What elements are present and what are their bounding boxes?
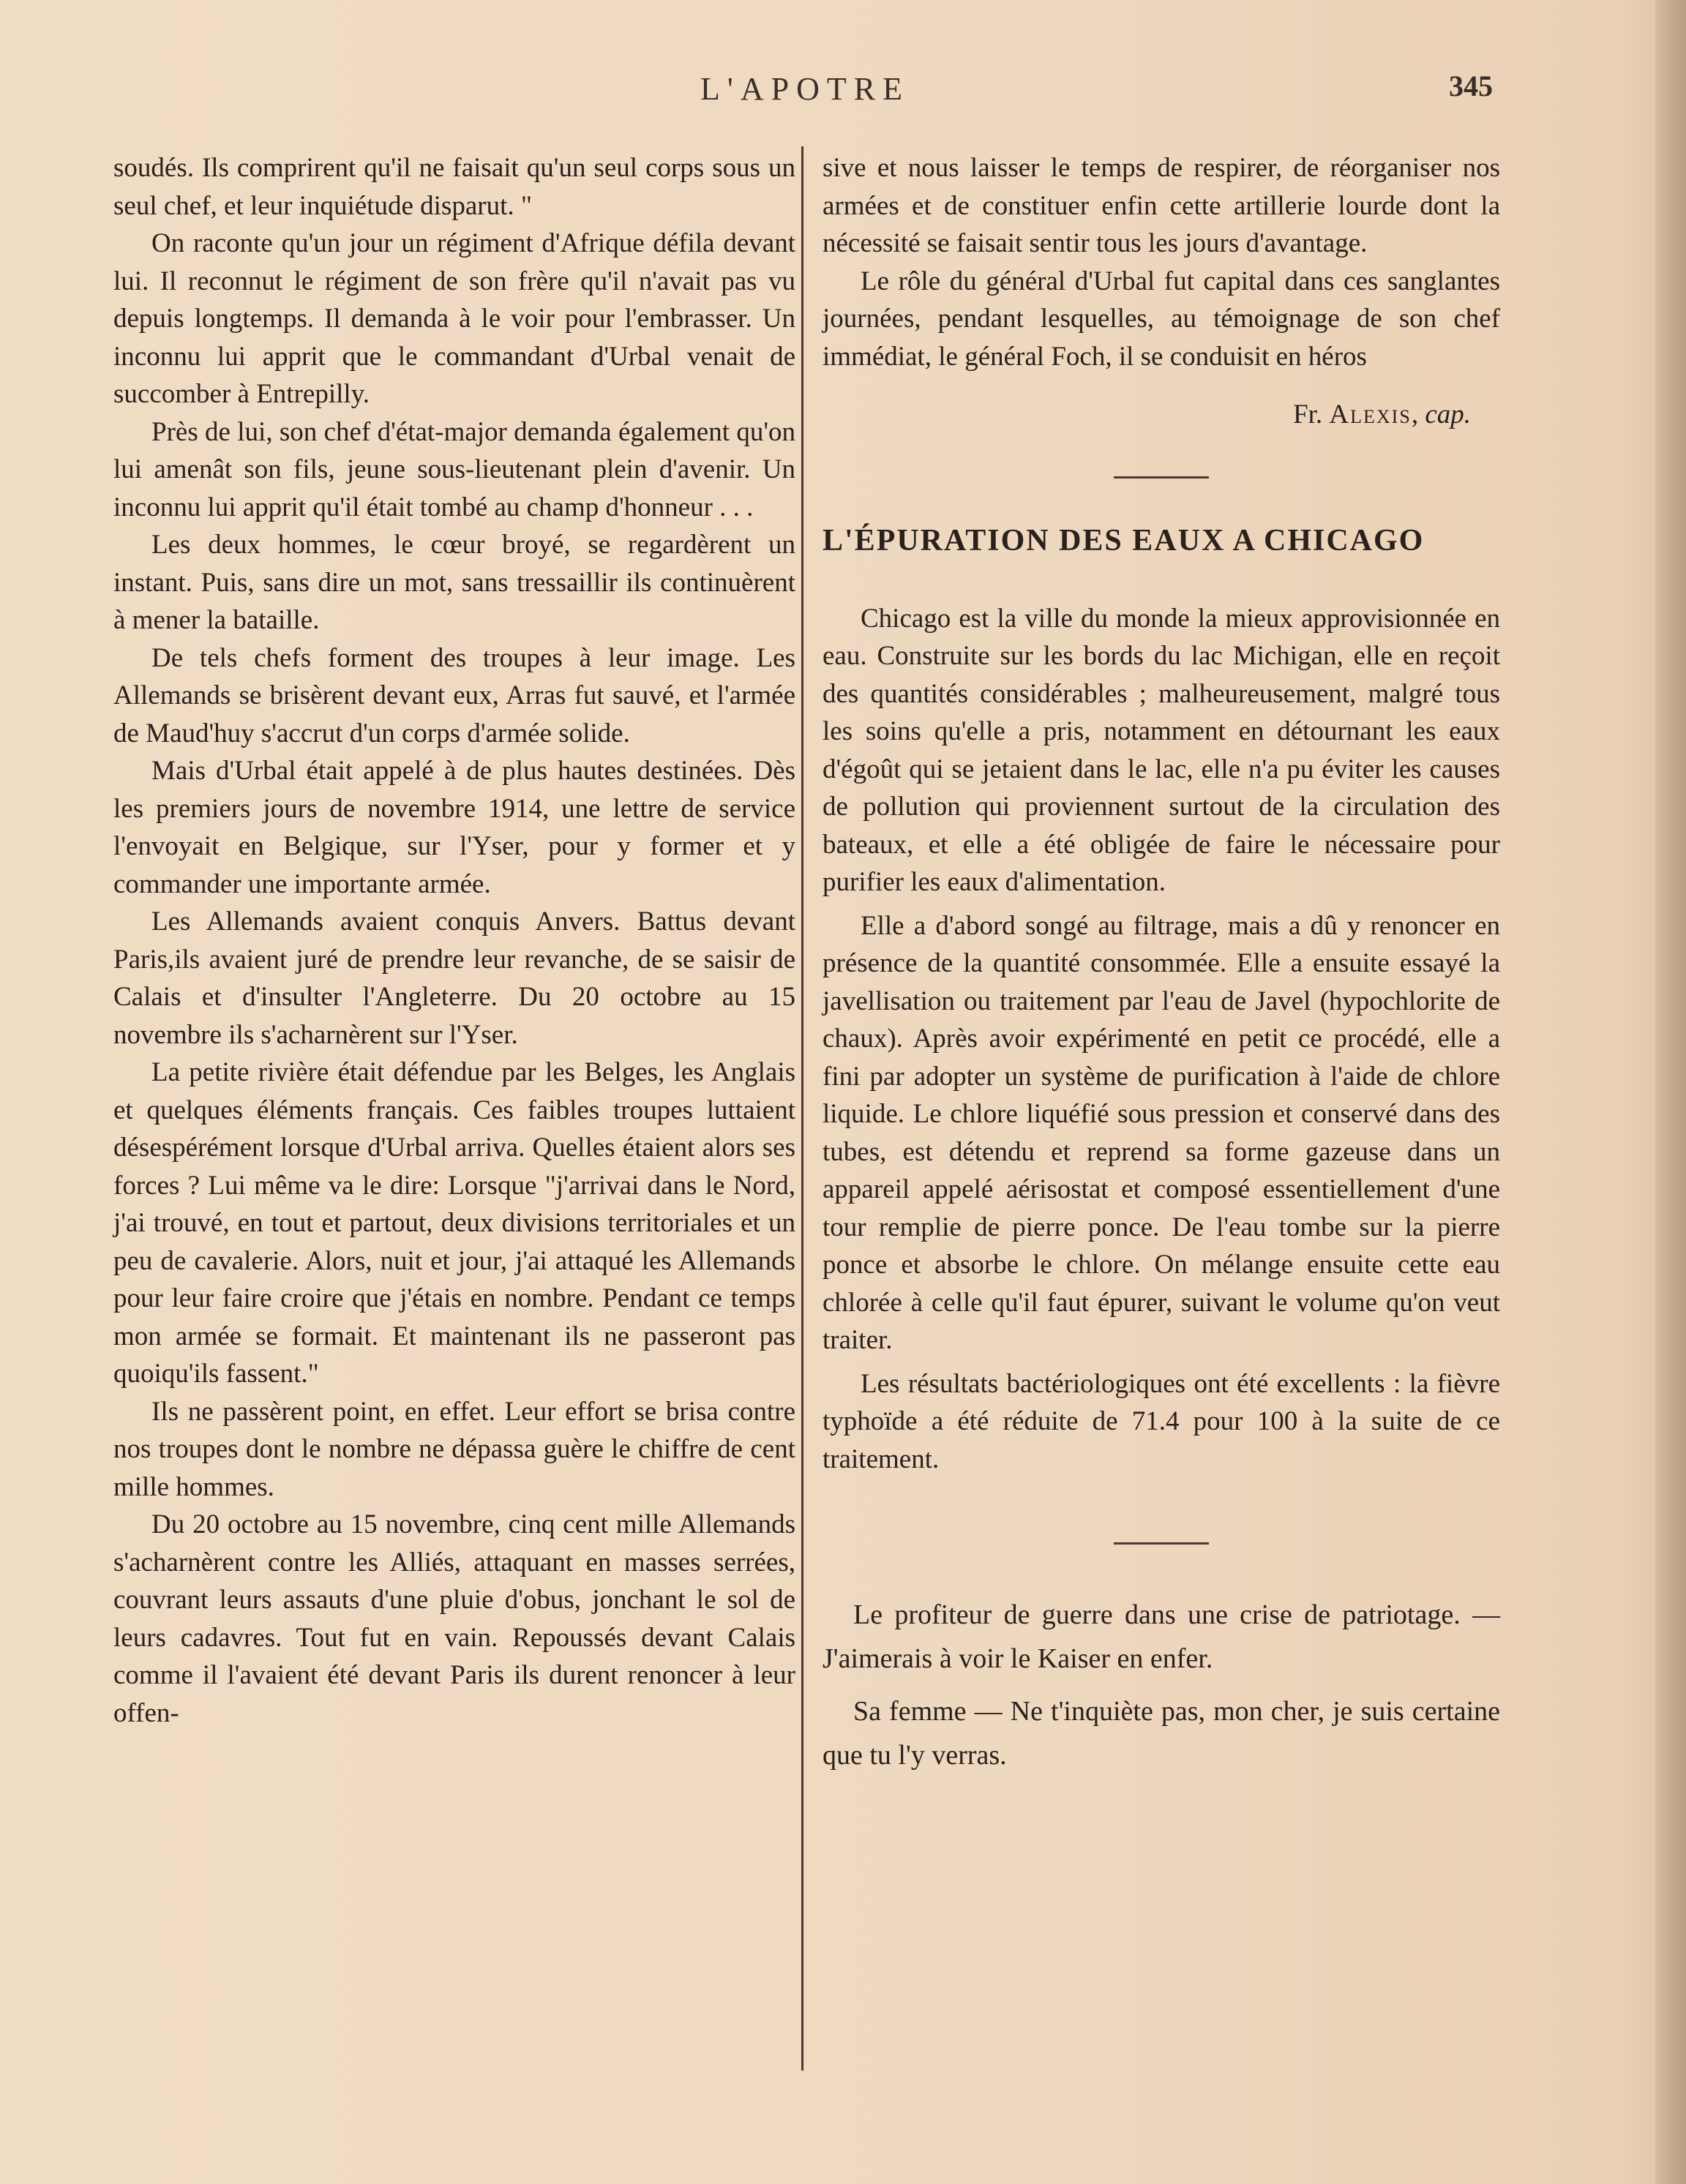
signature-initial: Fr. [1293, 399, 1323, 429]
right-column [823, 149, 1500, 1777]
joke-line: Le profiteur de guerre dans une crise de patriotage. — J'aimerais à voir le Kaiser en enfer. [823, 1599, 1500, 1674]
joke-line: Sa femme — Ne t'inquiète pas, mon cher, je suis certaine que tu l'y verras. [823, 1696, 1500, 1771]
signature-rank: cap. [1425, 399, 1471, 429]
paragraph: Du 20 octobre au 15 novembre, cinq cent mille Allemands s'acharnèrent contre les Alliés, attaquant en masses serrées, couvrant leurs assauts d'une pluie d'obus, jonchant le sol de leurs cadavres. Tout fut en vain. Repoussés devant Calais comme il l'avaient été devant Paris ils durent renoncer à leur offen- [113, 1509, 795, 1728]
paragraph: Les résultats bactériologiques ont été excellents : la fièvre typhoïde a été réduite de 71.4 pour 100 à la suite de ce traitement. [823, 1368, 1500, 1474]
page-binding-edge [1655, 0, 1686, 2184]
paragraph: De tels chefs forment des troupes à leur image. Les Allemands se brisèrent devant eux, Arras fut sauvé, et l'armée de Maud'huy s'accrut d'un corps d'armée solide. [113, 642, 795, 748]
article-title: L'ÉPURATION DES EAUX A CHICAGO [823, 523, 1425, 558]
paragraph: Ils ne passèrent point, en effet. Leur effort se brisa contre nos troupes dont le nombre ne dépassa guère le chiffre de cent mille hommes. [113, 1396, 795, 1502]
paragraph: On raconte qu'un jour un régiment d'Afrique défila devant lui. Il reconnut le régiment de son frère qu'il n'avait pas vu depuis longtemps. Il demanda à le voir pour l'embrasser. Un inconnu lui apprit que le commandant d'Urbal venait de succomber à Entrepilly. [113, 228, 795, 409]
paragraph: Elle a d'abord songé au filtrage, mais a dû y renoncer en présence de la quantité consommée. Elle a ensuite essayé la javellisation ou traitement par l'eau de Javel (hypochlorite de chaux). Après avoir expérimenté en petit ce procédé, elle a fini par adopter un système de purification à l'aide de chlore liquide. Le chlore liquéfié sous pression et conservé dans des tubes, est détendu et reprend sa forme gazeuse dans un appareil appelé aérisostat et composé essentiellement d'une tour remplie de pierre ponce. De l'eau tombe sur la pierre ponce et absorbe le chlore. On mélange ensuite cette eau chlorée à celle qu'il faut épurer, suivant le volume qu'on veut traiter. [823, 910, 1500, 1355]
paragraph: Les Allemands avaient conquis Anvers. Battus devant Paris,ils avaient juré de prendre leur revanche, de se saisir de Calais et d'insulter l'Angleterre. Du 20 octobre au 15 novembre ils s'acharnèrent sur l'Yser. [113, 907, 795, 1050]
paragraph: soudés. Ils comprirent qu'il ne faisait qu'un seul corps sous un seul chef, et leur inquiétude disparut. " [113, 153, 795, 221]
paragraph: Les deux hommes, le cœur broyé, se regardèrent un instant. Puis, sans dire un mot, sans tressaillir ils continuèrent à mener la bataille. [113, 530, 795, 635]
column-divider [801, 146, 803, 2071]
paragraph: La petite rivière était défendue par les Belges, les Anglais et quelques éléments français. Ces faibles troupes luttaient désespérément lorsque d'Urbal arriva. Quelles étaient alors ses forces ? Lui même va le dire: Lorsque "j'arrivai dans le Nord, j'ai trouvé, en tout et partout, deux divisions territoriales et un peu de cavalerie. Alors, nuit et jour, j'ai attaqué les Allemands pour leur faire croire que j'étais en nombre. Pendant ce temps mon armée se formait. Et maintenant ils ne passeront pas quoiqu'ils fassent." [113, 1057, 795, 1389]
page-number: 345 [1449, 70, 1493, 102]
signature-name: Alexis [1329, 399, 1412, 429]
author-signature: Fr. Alexis, cap. [1293, 399, 1471, 429]
paragraph: sive et nous laisser le temps de respirer, de réorganiser nos armées et de constituer enfin cette artillerie lourde dont la nécessité se faisait sentir tous les jours d'avantage. [823, 153, 1500, 258]
left-column [113, 149, 795, 1732]
running-header-title: L'APOTRE [700, 71, 910, 107]
paragraph: Le rôle du général d'Urbal fut capital dans ces sanglantes journées, pendant lesquelles, au témoignage de son chef immédiat, le général Foch, il se conduisit en héros [823, 266, 1500, 372]
section-divider [1114, 1542, 1209, 1545]
section-divider [1114, 476, 1209, 479]
paragraph: Près de lui, son chef d'état-major demanda également qu'on lui amenât son fils, jeune sous-lieutenant plein d'avenir. Un inconnu lui apprit qu'il était tombé au champ d'honneur . . . [113, 416, 795, 522]
paragraph: Chicago est la ville du monde la mieux approvisionnée en eau. Construite sur les bords du lac Michigan, elle en reçoit des quantités considérables ; malheureusement, malgré tous les soins qu'elle a pris, notamment en détournant les eaux d'égoût qui se jetaient dans le lac, elle n'a pu éviter les causes de pollution qui proviennent surtout de la circulation des bateaux, et elle a été obligée de faire le nécessaire pour purifier les eaux d'alimentation. [823, 603, 1500, 897]
paragraph: Mais d'Urbal était appelé à de plus hautes destinées. Dès les premiers jours de novembre 1914, une lettre de service l'envoyait en Belgique, sur l'Yser, pour y former et y commander une importante armée. [113, 756, 795, 899]
